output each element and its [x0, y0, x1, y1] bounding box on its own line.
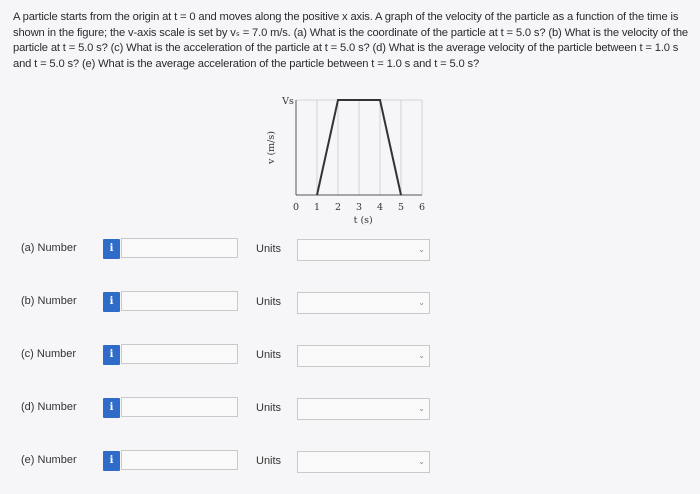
row-label: (e) Number — [21, 454, 77, 466]
units-label: Units — [256, 402, 282, 414]
number-input[interactable] — [121, 291, 238, 311]
row-label: (b) Number — [21, 295, 77, 307]
x-tick-label: 0 — [292, 202, 300, 213]
x-tick-label: 2 — [334, 202, 342, 213]
units-select[interactable] — [297, 398, 430, 420]
row-label: (d) Number — [21, 401, 77, 413]
x-axis-label: t (s) — [353, 215, 373, 226]
info-icon[interactable]: i — [103, 451, 120, 471]
x-tick-label: 5 — [397, 202, 405, 213]
row-label: (a) Number — [21, 242, 77, 254]
info-icon[interactable]: i — [103, 398, 120, 418]
units-select[interactable] — [297, 451, 430, 473]
row-label: (c) Number — [21, 348, 77, 360]
y-axis-label: v (m/s) — [266, 131, 277, 164]
units-select[interactable] — [297, 345, 430, 367]
answer-row — [0, 394, 700, 424]
chevron-down-icon: ⌄ — [418, 404, 425, 413]
units-label: Units — [256, 349, 282, 361]
answer-row — [0, 288, 700, 318]
y-scale-label: Vs — [282, 96, 294, 107]
chevron-down-icon: ⌄ — [418, 457, 425, 466]
x-tick-label: 3 — [355, 202, 363, 213]
info-icon[interactable]: i — [103, 345, 120, 365]
units-select[interactable] — [297, 292, 430, 314]
number-input[interactable] — [121, 397, 238, 417]
answer-row — [0, 341, 700, 371]
units-select[interactable] — [297, 239, 430, 261]
units-label: Units — [256, 296, 282, 308]
x-tick-label: 4 — [376, 202, 384, 213]
info-icon[interactable]: i — [103, 239, 120, 259]
chevron-down-icon: ⌄ — [418, 351, 425, 360]
velocity-graph — [250, 90, 450, 230]
chevron-down-icon: ⌄ — [418, 245, 425, 254]
velocity-chart-svg — [250, 90, 450, 230]
units-label: Units — [256, 455, 282, 467]
units-label: Units — [256, 243, 282, 255]
chevron-down-icon: ⌄ — [418, 298, 425, 307]
number-input[interactable] — [121, 344, 238, 364]
answer-row — [0, 447, 700, 477]
number-input[interactable] — [121, 238, 238, 258]
info-icon[interactable]: i — [103, 292, 120, 312]
x-tick-label: 6 — [418, 202, 426, 213]
question-text: A particle starts from the origin at t = 0 and moves along the positive x axis. A graph of the velocity of the particle as a function of the time is shown in the figure; the v-axis scale is set by vₛ = 7.0 m/s. (a) What is the coordinate of the particle at t = 5.0 s? (b) What is the velocity of the particle at t = 5.0 s? (c) What is the acceleration of the particle at t = 5.0 s? (d) What is the average velocity of the particle between t = 1.0 s and t = 5.0 s? (e) What is the average acceleration of the particle between t = 1.0 s and t = 5.0 s? — [13, 11, 688, 70]
answer-row — [0, 235, 700, 265]
number-input[interactable] — [121, 450, 238, 470]
x-tick-label: 1 — [313, 202, 321, 213]
